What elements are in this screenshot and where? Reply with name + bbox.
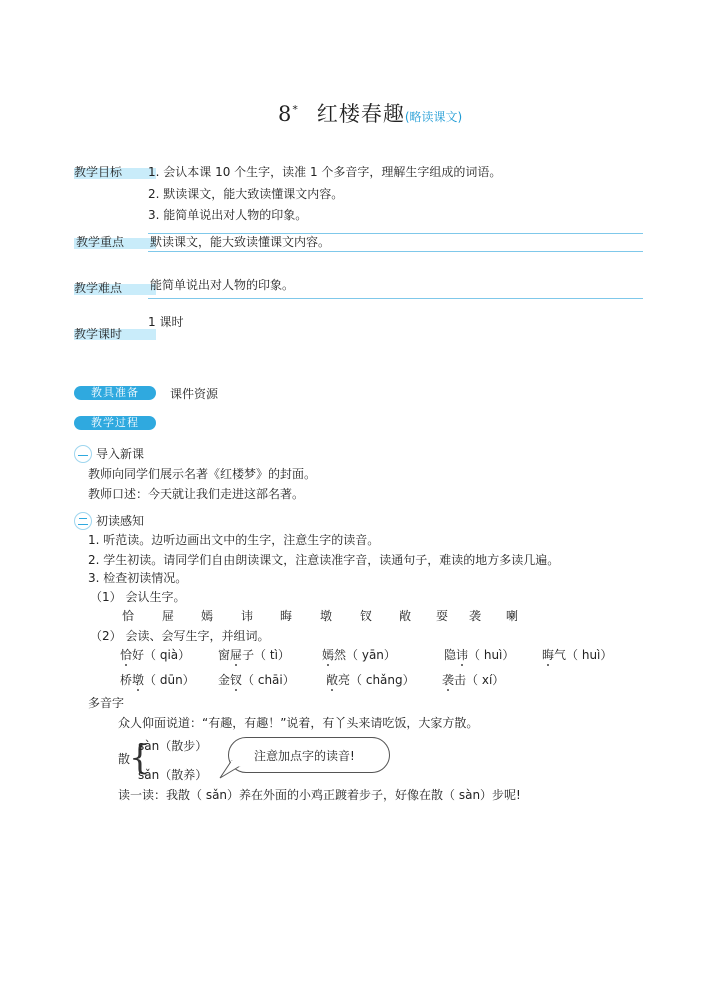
section-two-title: 初读感知 bbox=[96, 514, 145, 528]
new-character: 恰 bbox=[122, 609, 135, 623]
key-label: 教学重点 bbox=[76, 235, 125, 249]
reading-1: sàn（散步） bbox=[138, 739, 208, 753]
section-two-line-2: 2. 学生初读。请同学们自由朗读课文，注意读准字音，读通句子，难读的地方多读几遍。 bbox=[88, 553, 560, 567]
lesson-title bbox=[278, 98, 462, 128]
bubble-tail-icon bbox=[218, 760, 248, 782]
key-text: 默读课文，能大致读懂课文内容。 bbox=[150, 235, 331, 249]
new-character: 屉 bbox=[162, 609, 175, 623]
brace-icon: { bbox=[129, 738, 151, 778]
hard-text: 能简单说出对人物的印象。 bbox=[150, 278, 295, 292]
sub-read-write: （2） 会读、会写生字，并组词。 bbox=[90, 629, 270, 643]
vocab-word: 恰好（ qià） bbox=[120, 648, 191, 662]
vocab-word: 窗屉子（ tì） bbox=[218, 648, 290, 662]
new-character: 喇 bbox=[506, 609, 519, 623]
new-character: 钗 bbox=[360, 609, 373, 623]
lesson-star: * bbox=[292, 103, 299, 116]
reading-2: sǎn（散养） bbox=[138, 768, 208, 782]
vocab-word: 隐讳（ huì） bbox=[444, 648, 515, 662]
polyphone-char: 散 bbox=[118, 752, 131, 766]
section-two-icon bbox=[74, 512, 92, 530]
new-character: 晦 bbox=[280, 609, 293, 623]
new-character: 讳 bbox=[241, 609, 254, 623]
vocab-word: 晦气（ huì） bbox=[542, 648, 613, 662]
section-one-line-2: 教师口述：今天就让我们走进这部名著。 bbox=[88, 487, 305, 501]
section-one-title: 导入新课 bbox=[96, 447, 145, 461]
new-character: 墩 bbox=[320, 609, 333, 623]
prep-pill: 教具准备 bbox=[74, 386, 156, 400]
new-character: 敞 bbox=[399, 609, 412, 623]
sub-recognize: （1） 会认生字。 bbox=[90, 590, 186, 604]
process-pill: 教学过程 bbox=[74, 416, 156, 430]
new-character: 耍 bbox=[436, 609, 449, 623]
goal-2: 2. 默读课文，能大致读懂课文内容。 bbox=[148, 187, 344, 201]
vocab-word: 袭击（ xí） bbox=[442, 673, 505, 687]
hard-label: 教学难点 bbox=[74, 281, 123, 295]
vocab-word: 敞亮（ chǎng） bbox=[326, 673, 415, 687]
lesson-name: 红楼春趣 bbox=[316, 102, 405, 126]
key-bottom-line bbox=[148, 251, 643, 252]
goal-1: 1. 会认本课 10 个生字，读准 1 个多音字，理解生字组成的词语。 bbox=[148, 165, 502, 179]
hours-label: 教学课时 bbox=[74, 327, 123, 341]
lesson-subtitle: (略读课文) bbox=[404, 110, 463, 124]
practice-line: 读一读：我散（ sǎn）养在外面的小鸡正踱着步子，好像在散（ sàn）步呢! bbox=[118, 788, 521, 802]
goal-3: 3. 能简单说出对人物的印象。 bbox=[148, 208, 308, 222]
vocab-word: 嫣然（ yān） bbox=[322, 648, 396, 662]
lesson-number: 8 bbox=[278, 102, 293, 126]
hard-line bbox=[148, 298, 643, 299]
polyphone-heading: 多音字 bbox=[88, 696, 125, 710]
hours-text: 1 课时 bbox=[148, 315, 184, 329]
vocab-word: 桥墩（ dūn） bbox=[120, 673, 195, 687]
goals-label: 教学目标 bbox=[74, 165, 123, 179]
vocab-word: 金钗（ chāi） bbox=[218, 673, 295, 687]
new-character: 嫣 bbox=[201, 609, 214, 623]
section-two-line-1: 1. 听范读。边听边画出文中的生字，注意生字的读音。 bbox=[88, 533, 380, 547]
new-character: 袭 bbox=[469, 609, 482, 623]
section-two-line-3: 3. 检查初读情况。 bbox=[88, 571, 188, 585]
section-one-icon bbox=[74, 445, 92, 463]
polyphone-sentence: 众人仰面说道：“有趣，有趣！”说着，有丫头来请吃饭，大家方散。 bbox=[118, 716, 479, 730]
bubble-text: 注意加点字的读音! bbox=[254, 749, 355, 763]
section-one-line-1: 教师向同学们展示名著《红楼梦》的封面。 bbox=[88, 467, 317, 481]
prep-text: 课件资源 bbox=[170, 387, 219, 401]
